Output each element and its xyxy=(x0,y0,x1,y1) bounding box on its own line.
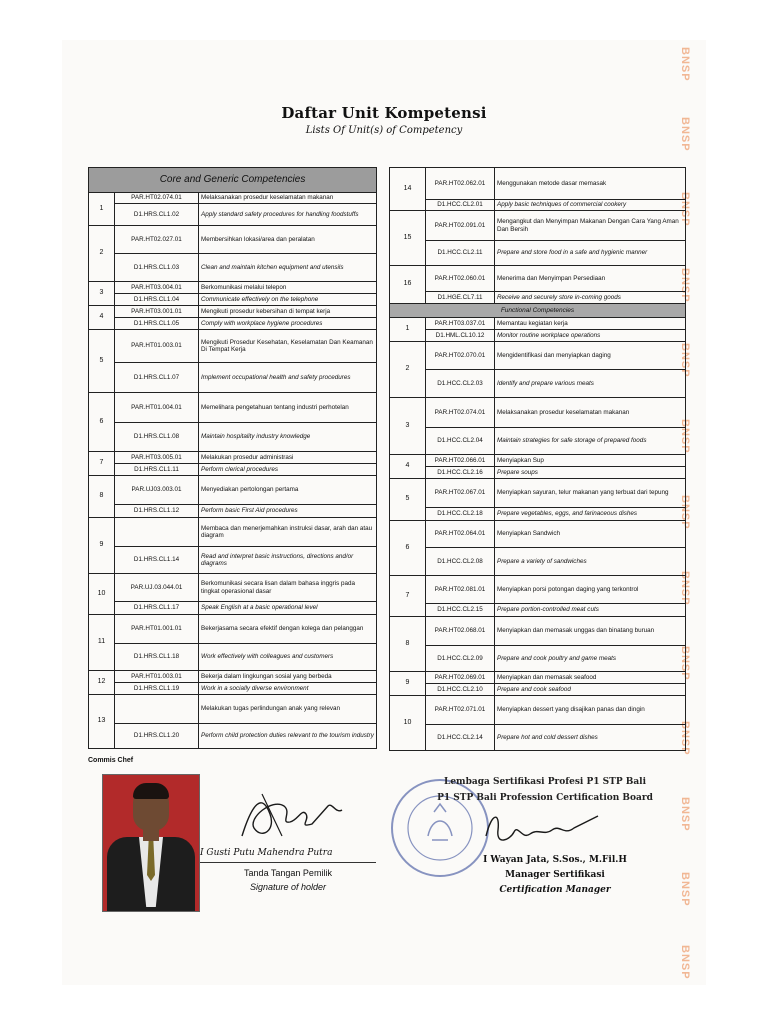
unit-title-english: Perform basic First Aid procedures xyxy=(199,505,377,518)
unit-code: D1.HCC.CL2.08 xyxy=(426,548,495,576)
unit-title-english: Perform clerical procedures xyxy=(199,464,377,476)
unit-number: 13 xyxy=(89,695,115,749)
bnsp-watermark: BNSP xyxy=(679,797,691,832)
competency-row xyxy=(89,363,377,393)
unit-number: 10 xyxy=(89,574,115,615)
competency-row xyxy=(390,646,686,672)
unit-title-english: Prepare hot and cold dessert dishes xyxy=(495,725,686,751)
manager-role-id: Manager Sertifikasi xyxy=(505,870,605,880)
unit-code: PAR.HT02.066.01 xyxy=(426,455,495,467)
competency-row xyxy=(390,292,686,304)
unit-title-english: Perform child protection duties relevant to the tourism industry xyxy=(199,724,377,749)
unit-code: D1.HRS.CL1.17 xyxy=(115,602,199,615)
unit-title-indonesian: Bekerjasama secara efektif dengan kolega dan pelanggan xyxy=(199,615,377,644)
competency-row xyxy=(89,476,377,505)
competency-row xyxy=(390,266,686,292)
unit-code: PAR.HT02.027.01 xyxy=(115,226,199,254)
unit-number: 10 xyxy=(390,696,426,751)
competency-row xyxy=(89,547,377,574)
unit-title-indonesian: Memantau kegiatan kerja xyxy=(495,318,686,330)
unit-title-english: Work effectively with colleagues and customers xyxy=(199,644,377,671)
unit-title-indonesian: Melaksanakan prosedur keselamatan makanan xyxy=(199,193,377,204)
manager-role-en: Certification Manager xyxy=(499,885,611,895)
unit-code: PAR.HT02.091.01 xyxy=(426,211,495,241)
unit-code: D1.HRS.CL1.02 xyxy=(115,204,199,226)
unit-number: 2 xyxy=(89,226,115,282)
competency-row xyxy=(390,200,686,211)
unit-number: 6 xyxy=(89,393,115,452)
competency-row xyxy=(89,204,377,226)
table-header-row xyxy=(89,168,377,193)
unit-code: PAR.HT02.069.01 xyxy=(426,672,495,684)
unit-title-indonesian: Menyiapkan dessert yang disajikan panas dan dingin xyxy=(495,696,686,725)
unit-title-indonesian: Memelihara pengetahuan tentang industri perhotelan xyxy=(199,393,377,423)
unit-title-english: Prepare a variety of sandwiches xyxy=(495,548,686,576)
unit-code xyxy=(115,695,199,724)
unit-code xyxy=(115,518,199,547)
competency-row xyxy=(390,617,686,646)
holder-label-id: Tanda Tangan Pemilik xyxy=(244,868,332,878)
unit-title-english: Prepare portion-controlled meat cuts xyxy=(495,604,686,617)
bnsp-watermark: BNSP xyxy=(679,343,691,378)
unit-number: 8 xyxy=(89,476,115,518)
unit-title-english: Prepare and cook seafood xyxy=(495,684,686,696)
competency-row xyxy=(89,615,377,644)
unit-code: D1.HRS.CL1.14 xyxy=(115,547,199,574)
holder-signature-name: I Gusti Putu Mahendra Putra xyxy=(200,848,333,858)
core-competencies-header: Core and Generic Competencies xyxy=(89,168,377,193)
unit-title-english: Communicate effectively on the telephone xyxy=(199,294,377,306)
unit-code: D1.HCC.CL2.15 xyxy=(426,604,495,617)
unit-title-indonesian: Menyiapkan Sup xyxy=(495,455,686,467)
unit-number: 8 xyxy=(390,617,426,672)
unit-code: PAR.HT03.037.01 xyxy=(426,318,495,330)
unit-title-indonesian: Menyiapkan porsi potongan daging yang terkontrol xyxy=(495,576,686,604)
unit-code: D1.HCC.CL2.14 xyxy=(426,725,495,751)
competency-row xyxy=(390,330,686,342)
unit-code: D1.HCC.CL2.09 xyxy=(426,646,495,672)
unit-title-indonesian: Mengikuti Prosedur Kesehatan, Keselamatan Dan Keamanan Di Tempat Kerja xyxy=(199,330,377,363)
unit-code: PAR.HT01.003.01 xyxy=(115,671,199,683)
competency-row xyxy=(89,318,377,330)
bnsp-watermark: BNSP xyxy=(679,646,691,681)
competency-row xyxy=(89,505,377,518)
unit-title-indonesian: Berkomunikasi secara lisan dalam bahasa inggris pada tingkat operasional dasar xyxy=(199,574,377,602)
competency-row xyxy=(89,254,377,282)
core-competencies-table xyxy=(88,167,377,749)
unit-number: 2 xyxy=(390,342,426,398)
unit-title-english: Maintain strategies for safe storage of prepared foods xyxy=(495,428,686,455)
unit-title-indonesian: Berkomunikasi melalui telepon xyxy=(199,282,377,294)
competency-row xyxy=(89,452,377,464)
competency-row xyxy=(390,428,686,455)
competency-row xyxy=(89,226,377,254)
unit-number: 1 xyxy=(390,318,426,342)
bnsp-watermark: BNSP xyxy=(679,872,691,907)
bnsp-watermark: BNSP xyxy=(679,47,691,82)
unit-title-indonesian: Menggunakan metode dasar memasak xyxy=(495,168,686,200)
competency-row xyxy=(390,725,686,751)
unit-number: 4 xyxy=(390,455,426,479)
unit-number: 15 xyxy=(390,211,426,266)
competency-row xyxy=(89,695,377,724)
bnsp-watermark: BNSP xyxy=(679,721,691,756)
unit-number: 16 xyxy=(390,266,426,304)
unit-title-indonesian: Membaca dan menerjemahkan instruksi dasar, arah dan atau diagram xyxy=(199,518,377,547)
unit-title-english: Work in a socially diverse environment xyxy=(199,683,377,695)
unit-title-english: Monitor routine workplace operations xyxy=(495,330,686,342)
bnsp-watermark: BNSP xyxy=(679,419,691,454)
competency-row xyxy=(89,464,377,476)
unit-number: 9 xyxy=(390,672,426,696)
unit-number: 7 xyxy=(89,452,115,476)
unit-code: D1.HRS.CL1.03 xyxy=(115,254,199,282)
competency-row xyxy=(89,330,377,363)
unit-code: D1.HCC.CL2.16 xyxy=(426,467,495,479)
competency-row xyxy=(89,518,377,547)
unit-title-english: Apply standard safety procedures for handling foodstuffs xyxy=(199,204,377,226)
unit-number: 9 xyxy=(89,518,115,574)
competency-row xyxy=(89,423,377,452)
unit-title-indonesian: Menyiapkan dan memasak seafood xyxy=(495,672,686,684)
unit-code: D1.HRS.CL1.04 xyxy=(115,294,199,306)
board-name-en: P1 STP Bali Profession Certification Board xyxy=(437,793,653,803)
unit-title-indonesian: Bekerja dalam lingkungan sosial yang berbeda xyxy=(199,671,377,683)
signature-line xyxy=(200,862,376,863)
unit-code: PAR.HT02.070.01 xyxy=(426,342,495,370)
unit-code: PAR.HT02.074.01 xyxy=(426,398,495,428)
competency-row xyxy=(89,683,377,695)
unit-code: PAR.HT03.005.01 xyxy=(115,452,199,464)
manager-name: I Wayan Jata, S.Sos., M.Fil.H xyxy=(483,855,627,865)
unit-title-english: Prepare and cook poultry and game meats xyxy=(495,646,686,672)
unit-code: D1.HML.CL10.12 xyxy=(426,330,495,342)
unit-number: 7 xyxy=(390,576,426,617)
unit-title-english: Implement occupational health and safety procedures xyxy=(199,363,377,393)
unit-title-indonesian: Mengangkut dan Menyimpan Makanan Dengan Cara Yang Aman Dan Bersih xyxy=(495,211,686,241)
functional-competencies-header: Functional Competencies xyxy=(390,304,686,318)
unit-code: PAR.HT02.081.01 xyxy=(426,576,495,604)
functional-competencies-table xyxy=(389,167,686,751)
unit-code: PAR.HT02.067.01 xyxy=(426,479,495,508)
unit-title-indonesian: Menerima dan Menyimpan Persediaan xyxy=(495,266,686,292)
unit-number: 5 xyxy=(390,479,426,521)
table-subheader-row xyxy=(390,304,686,318)
unit-title-english: Receive and securely store in-coming goods xyxy=(495,292,686,304)
competency-row xyxy=(390,696,686,725)
bnsp-watermark: BNSP xyxy=(679,571,691,606)
unit-code: PAR.HT02.064.01 xyxy=(426,521,495,548)
unit-title-english: Apply basic techniques of commercial cookery xyxy=(495,200,686,211)
manager-signature-scribble xyxy=(478,806,608,854)
unit-number: 6 xyxy=(390,521,426,576)
unit-code: PAR.UJ.03.044.01 xyxy=(115,574,199,602)
competency-row xyxy=(89,574,377,602)
unit-number: 12 xyxy=(89,671,115,695)
competency-row xyxy=(390,467,686,479)
board-name-id: Lembaga Sertifikasi Profesi P1 STP Bali xyxy=(444,777,646,787)
holder-label-en: Signature of holder xyxy=(249,882,327,892)
unit-code: D1.HRS.CL1.19 xyxy=(115,683,199,695)
unit-number: 3 xyxy=(89,282,115,306)
unit-code: PAR.HT02.071.01 xyxy=(426,696,495,725)
competency-row xyxy=(390,168,686,200)
unit-title-indonesian: Menyiapkan Sandwich xyxy=(495,521,686,548)
unit-code: PAR.HT02.068.01 xyxy=(426,617,495,646)
unit-code: D1.HRS.CL1.05 xyxy=(115,318,199,330)
holder-signature-scribble xyxy=(232,784,362,848)
unit-code: PAR.HT03.001.01 xyxy=(115,306,199,318)
unit-title-indonesian: Melakukan prosedur administrasi xyxy=(199,452,377,464)
competency-row xyxy=(390,398,686,428)
unit-title-indonesian: Melaksanakan prosedur keselamatan makanan xyxy=(495,398,686,428)
unit-number: 11 xyxy=(89,615,115,671)
unit-code: D1.HCC.CL2.11 xyxy=(426,241,495,266)
unit-code: D1.HRS.CL1.11 xyxy=(115,464,199,476)
unit-code: PAR.HT02.062.01 xyxy=(426,168,495,200)
bnsp-watermark: BNSP xyxy=(679,495,691,530)
bnsp-watermark: BNSP xyxy=(679,945,691,980)
competency-row xyxy=(390,370,686,398)
unit-number: 4 xyxy=(89,306,115,330)
unit-code: D1.HCC.CL2.10 xyxy=(426,684,495,696)
unit-code: D1.HRS.CL1.07 xyxy=(115,363,199,393)
competency-row xyxy=(390,318,686,330)
competency-row xyxy=(390,479,686,508)
competency-row xyxy=(390,521,686,548)
unit-code: D1.HCC.CL2.18 xyxy=(426,508,495,521)
unit-code: D1.HGE.CL7.11 xyxy=(426,292,495,304)
unit-title-english: Prepare soups xyxy=(495,467,686,479)
competency-row xyxy=(390,672,686,684)
competency-row xyxy=(89,294,377,306)
unit-code: D1.HRS.CL1.12 xyxy=(115,505,199,518)
bnsp-watermark: BNSP xyxy=(679,268,691,303)
competency-row xyxy=(89,644,377,671)
competency-row xyxy=(89,193,377,204)
document-subtitle: Lists Of Unit(s) of Competency xyxy=(305,125,463,136)
unit-code: PAR.UJ03.003.01 xyxy=(115,476,199,505)
unit-title-english: Maintain hospitality industry knowledge xyxy=(199,423,377,452)
competency-row xyxy=(390,342,686,370)
unit-title-english: Identify and prepare various meats xyxy=(495,370,686,398)
competency-row xyxy=(390,604,686,617)
position-label: Commis Chef xyxy=(88,757,134,764)
unit-title-english: Speak English at a basic operational level xyxy=(199,602,377,615)
unit-code: PAR.HT01.001.01 xyxy=(115,615,199,644)
competency-row xyxy=(89,282,377,294)
unit-title-indonesian: Melakukan tugas perlindungan anak yang relevan xyxy=(199,695,377,724)
competency-row xyxy=(89,306,377,318)
competency-row xyxy=(390,576,686,604)
unit-code: D1.HCC.CL2.01 xyxy=(426,200,495,211)
unit-title-english: Prepare and store food in a safe and hygienic manner xyxy=(495,241,686,266)
unit-code: PAR.HT03.004.01 xyxy=(115,282,199,294)
unit-number: 14 xyxy=(390,168,426,211)
unit-title-indonesian: Menyediakan pertolongan pertama xyxy=(199,476,377,505)
unit-title-indonesian: Menyiapkan sayuran, telur makanan yang terbuat dari tepung xyxy=(495,479,686,508)
unit-code: D1.HCC.CL2.03 xyxy=(426,370,495,398)
unit-title-english: Prepare vegetables, eggs, and farinaceous dishes xyxy=(495,508,686,521)
unit-title-english: Comply with workplace hygiene procedures xyxy=(199,318,377,330)
competency-row xyxy=(89,393,377,423)
competency-row xyxy=(390,455,686,467)
unit-title-english: Read and interpret basic instructions, directions and/or diagrams xyxy=(199,547,377,574)
unit-code: PAR.HT01.004.01 xyxy=(115,393,199,423)
competency-row xyxy=(89,724,377,749)
unit-code: D1.HRS.CL1.18 xyxy=(115,644,199,671)
unit-title-indonesian: Mengidentifikasi dan menyiapkan daging xyxy=(495,342,686,370)
bnsp-watermark: BNSP xyxy=(679,117,691,152)
unit-code: PAR.HT01.003.01 xyxy=(115,330,199,363)
competency-row xyxy=(390,211,686,241)
competency-row xyxy=(390,684,686,696)
unit-code: PAR.HT02.060.01 xyxy=(426,266,495,292)
unit-code: D1.HCC.CL2.04 xyxy=(426,428,495,455)
unit-title-english: Clean and maintain kitchen equipment and utensils xyxy=(199,254,377,282)
unit-code: PAR.HT02.074.01 xyxy=(115,193,199,204)
unit-title-indonesian: Membersihkan lokasi/area dan peralatan xyxy=(199,226,377,254)
competency-row xyxy=(390,241,686,266)
unit-number: 5 xyxy=(89,330,115,393)
unit-title-indonesian: Mengikuti prosedur kebersihan di tempat kerja xyxy=(199,306,377,318)
unit-number: 1 xyxy=(89,193,115,226)
competency-row xyxy=(89,671,377,683)
unit-title-indonesian: Menyiapkan dan memasak unggas dan binatang buruan xyxy=(495,617,686,646)
competency-row xyxy=(89,602,377,615)
competency-row xyxy=(390,548,686,576)
unit-code: D1.HRS.CL1.20 xyxy=(115,724,199,749)
holder-photo xyxy=(102,774,200,912)
bnsp-watermark: BNSP xyxy=(679,192,691,227)
unit-code: D1.HRS.CL1.08 xyxy=(115,423,199,452)
competency-row xyxy=(390,508,686,521)
unit-number: 3 xyxy=(390,398,426,455)
document-title: Daftar Unit Kompetensi xyxy=(281,104,487,122)
